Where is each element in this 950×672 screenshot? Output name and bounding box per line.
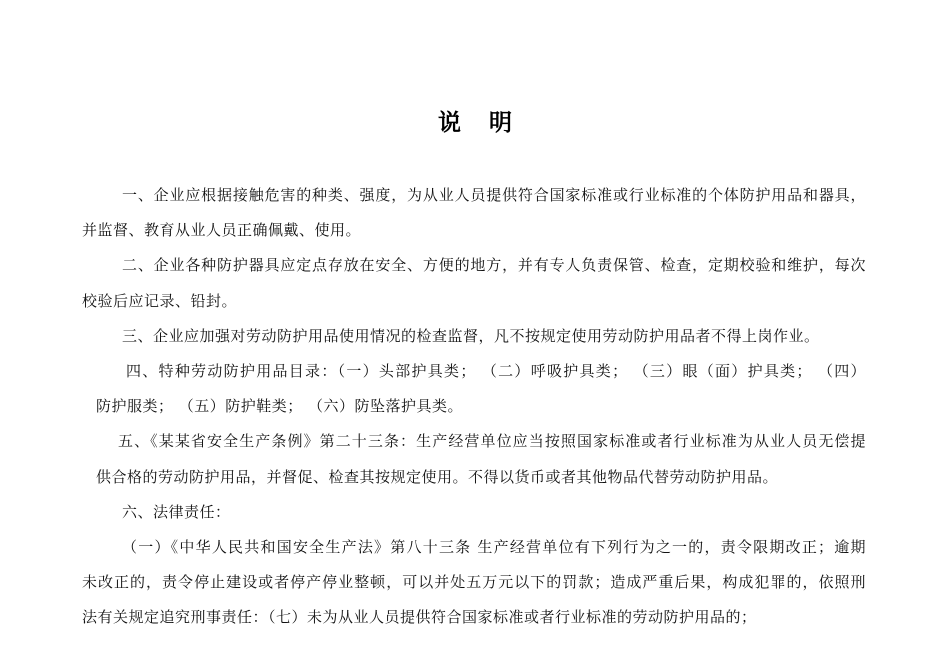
page-title: 说 明 [437,109,516,136]
paragraph-line: 未改正的，责令停止建设或者停产停业整顿，可以并处五万元以下的罚款；造成严重后果，构成犯罪的，依照刑 [82,573,866,592]
paragraph-item-2 [82,248,866,318]
paragraph-item-5 [82,424,866,494]
paragraph-line: 四、特种劳动防护用品目录：（一）头部护具类； （二）呼吸护具类； （三）眼（面）护具类； （四） [126,361,866,380]
paragraph-line: 防护服类； （五）防护鞋类； （六）防坠落护具类。 [96,397,464,416]
paragraph-line: 六、法律责任： [122,502,231,521]
paragraph-line: 供合格的劳动防护用品，并督促、检查其按规定使用。不得以货币或者其他物品代替劳动防护用品。 [96,467,779,486]
paragraph-line: 三、企业应加强对劳动防护用品使用情况的检查监督，凡不按规定使用劳动防护用品者不得上岗作业。 [122,326,820,345]
paragraph-line: （一）《中华人民共和国安全生产法》第八十三条 生产经营单位有下列行为之一的，责令限期改正；逾期 [122,537,866,556]
paragraph-line: 一、企业应根据接触危害的种类、强度，为从业人员提供符合国家标准或行业标准的个体防护用品和器具， [122,186,866,204]
paragraph-item-4 [82,354,866,424]
paragraph-line: 校验后应记录、铅封。 [82,291,238,310]
paragraph-item-7 [82,530,866,636]
paragraph-item-6 [82,495,866,530]
paragraph-line: 法有关规定追究刑事责任：（七）未为从业人员提供符合国家标准或者行业标准的劳动防护用品的； [82,608,757,627]
paragraph-line: 二、企业各种防护器具应定点存放在安全、方便的地方，并有专人负责保管、检查，定期校验和维护，每次 [122,256,866,275]
paragraph-line: 并监督、教育从业人员正确佩戴、使用。 [82,221,362,240]
paragraph-item-1 [82,178,866,248]
paragraph-line: 五、《某某省安全生产条例》第二十三条：生产经营单位应当按照国家标准或者行业标准为从业人员无偿提 [118,432,866,451]
paragraph-item-3 [82,319,866,354]
document-body [82,178,866,635]
